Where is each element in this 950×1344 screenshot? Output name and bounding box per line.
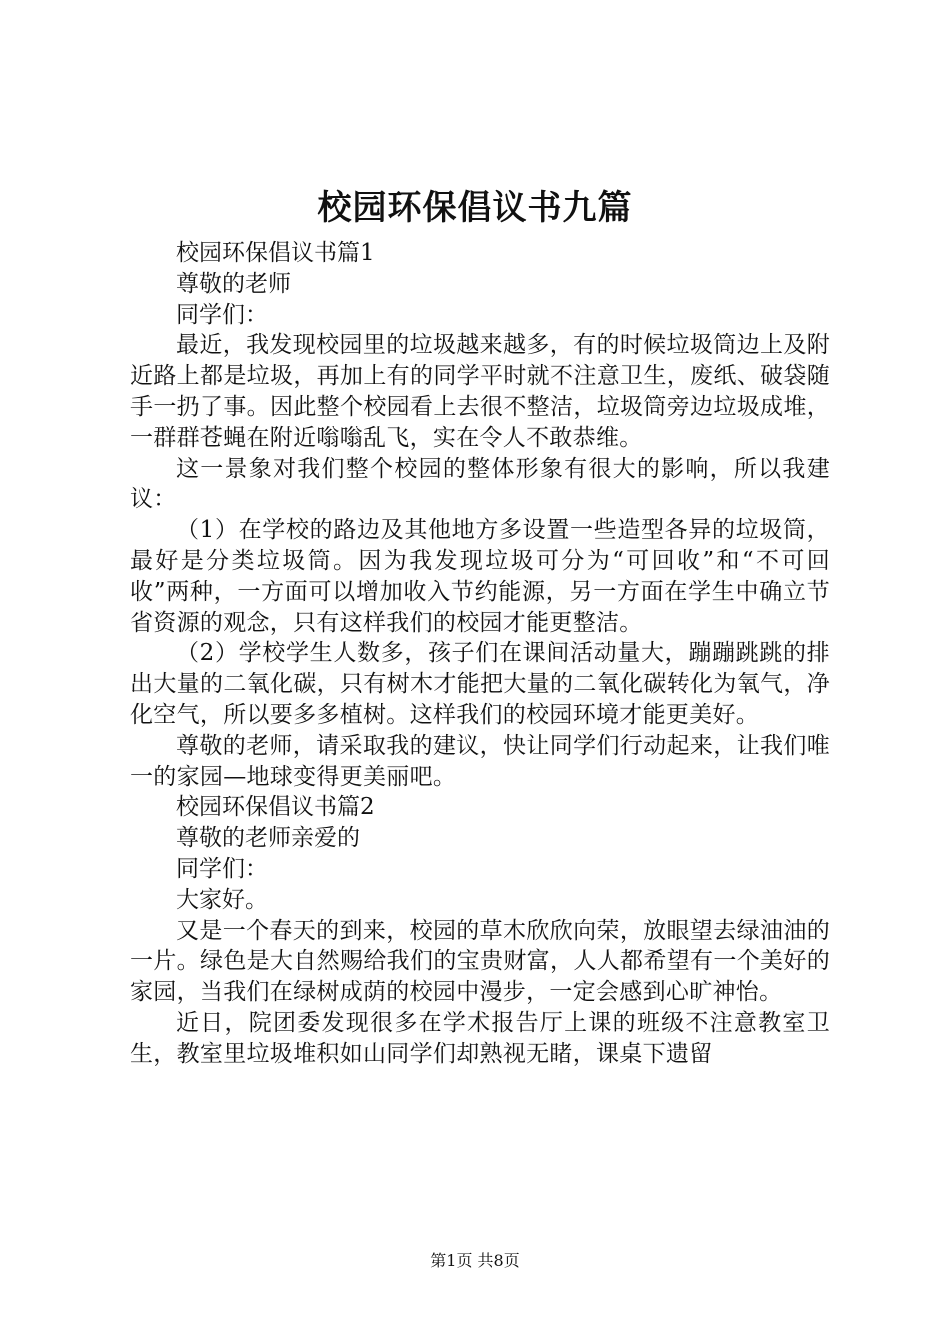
body-paragraph: （2）学校学生人数多，孩子们在课间活动量大，蹦蹦跳跳的排出大量的二氧化碳，只有树木才能把大量的二氧化碳转化为氧气，净化空气，所以要多多植树。这样我们的校园环境才能更美好。 bbox=[130, 640, 830, 728]
salutation-line: 尊敬的老师 bbox=[176, 270, 291, 297]
body-paragraph: 尊敬的老师，请采取我的建议，快让同学们行动起来，让我们唯一的家园—地球变得更美丽吧。 bbox=[130, 732, 830, 790]
body-paragraph: 近日，院团委发现很多在学术报告厅上课的班级不注意教室卫生，教室里垃圾堆积如山同学们却熟视无睹，课桌下遗留 bbox=[130, 1009, 830, 1067]
section-heading: 校园环保倡议书篇2 bbox=[176, 794, 375, 821]
document-body bbox=[130, 238, 830, 1070]
body-paragraph: 这一景象对我们整个校园的整体形象有很大的影响，所以我建议： bbox=[130, 455, 830, 513]
salutation-line: 同学们： bbox=[176, 301, 268, 328]
body-paragraph: 又是一个春天的到来，校园的草木欣欣向荣，放眼望去绿油油的一片。绿色是大自然赐给我们的宝贵财富，人人都希望有一个美好的家园，当我们在绿树成荫的校园中漫步，一定会感到心旷神怡。 bbox=[130, 917, 830, 1006]
body-paragraph: 最近，我发现校园里的垃圾越来越多，有的时候垃圾筒边上及附近路上都是垃圾，再加上有的同学平时就不注意卫生，废纸、破袋随手一扔了事。因此整个校园看上去很不整洁，垃圾筒旁边垃圾成堆，一群群苍蝇在附近嗡嗡乱飞，实在令人不敢恭维。 bbox=[130, 332, 830, 451]
salutation-line: 尊敬的老师亲爱的 bbox=[176, 825, 360, 852]
salutation-line: 同学们： bbox=[176, 855, 268, 882]
section-heading: 校园环保倡议书篇1 bbox=[176, 240, 375, 266]
body-paragraph: （1）在学校的路边及其他地方多设置一些造型各异的垃圾筒，最好是分类垃圾筒。因为我发现垃圾可分为“可回收”和“不可回收”两种，一方面可以增加收入节约能源，另一方面在学生中确立节省资源的观念，只有这样我们的校园才能更整洁。 bbox=[130, 517, 830, 636]
page-footer: 第1页 共8页 bbox=[430, 1251, 520, 1270]
document-title: 校园环保倡议书九篇 bbox=[317, 188, 633, 228]
greeting-line: 大家好。 bbox=[176, 886, 268, 913]
